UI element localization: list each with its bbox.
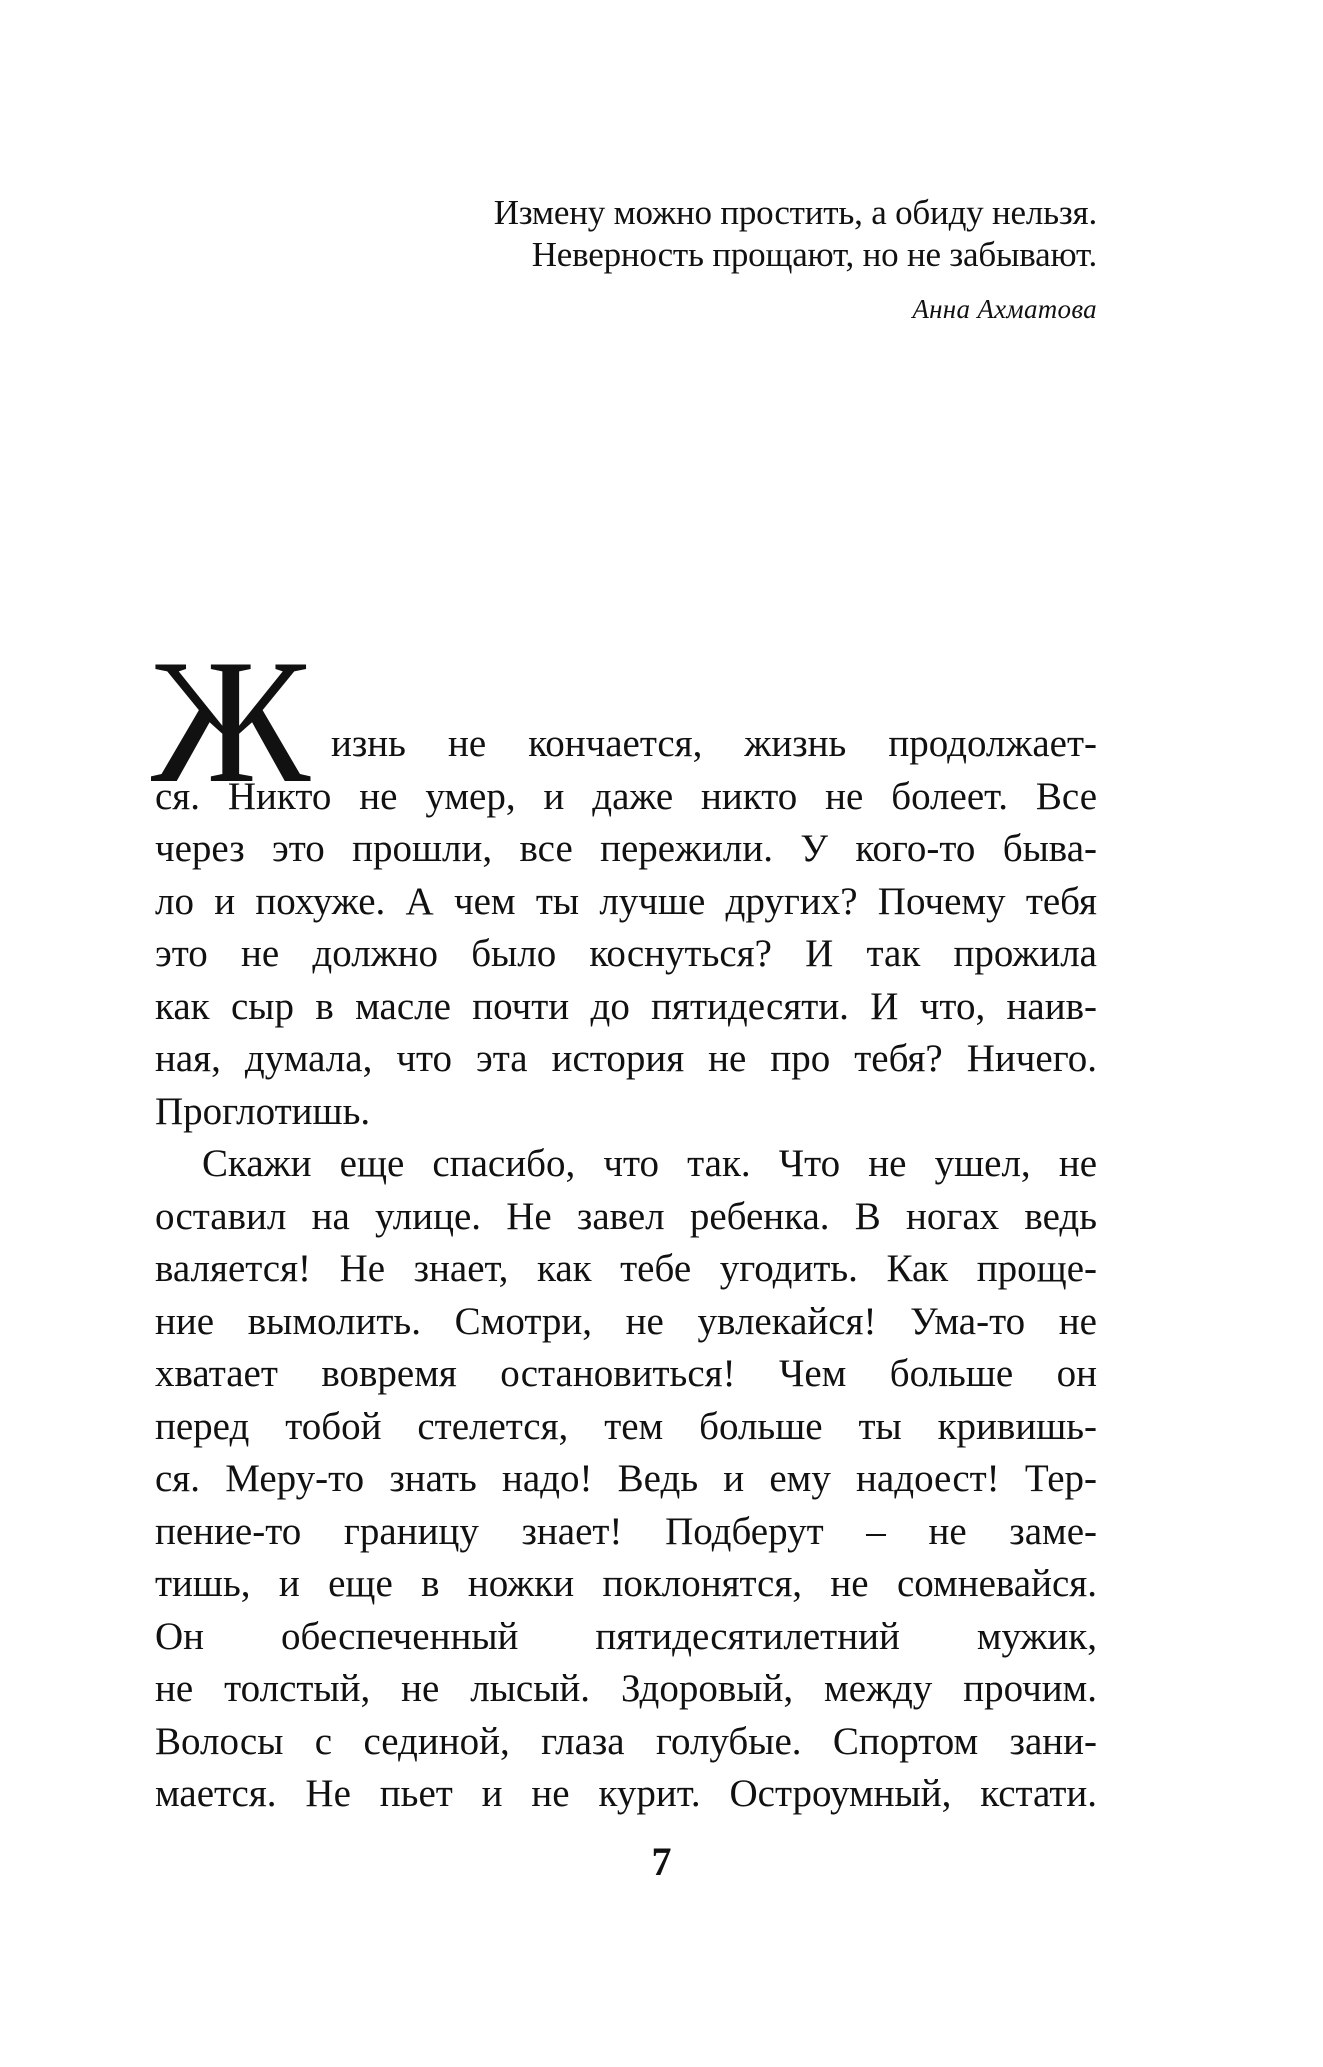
text-line: через это прошли, все пережили. У кого-то быва- (155, 827, 1097, 870)
text-line: Он обеспеченный пятидесятилетний мужик, (155, 1614, 1097, 1658)
text-line: ная, думала, что эта история не про тебя? Ничего. (155, 1037, 1097, 1080)
text-line: оставил на улице. Не завел ребенка. В ногах ведь (155, 1194, 1097, 1238)
text-line: ся. Меру-то знать надо! Ведь и ему надоест! Тер- (155, 1457, 1097, 1500)
text-line: хватает вовремя остановиться! Чем больше он (155, 1352, 1097, 1395)
epigraph-author: Анна Ахматова (912, 294, 1097, 324)
text-line: пение-то границу знает! Подберут – не заме- (155, 1509, 1097, 1553)
text-line: это не должно было коснуться? И так прожила (155, 932, 1097, 975)
text-line: изнь не кончается, жизнь продолжает- (331, 722, 1097, 765)
epigraph-line: Неверность прощают, но не забывают. (531, 235, 1097, 274)
chapter-text (151, 622, 1097, 1821)
text-line: ние вымолить. Смотри, не увлекайся! Ума-то не (155, 1299, 1097, 1343)
text-line: Волосы с сединой, глаза голубые. Спортом зани- (155, 1719, 1097, 1763)
epigraph (380, 192, 1097, 326)
text-line: ло и похуже. А чем ты лучше других? Почему тебя (155, 879, 1097, 923)
epigraph-line: Измену можно простить, а обиду нельзя. (493, 193, 1097, 232)
page-number: 7 (651, 1839, 672, 1884)
text-line: Проглотишь. (155, 1089, 371, 1133)
text-line: тишь, и еще в ножки поклонятся, не сомневайся. (155, 1562, 1097, 1605)
text-line: мается. Не пьет и не курит. Остроумный, кстати. (155, 1772, 1097, 1815)
text-line: как сыр в масле почти до пятидесяти. И что, наив- (155, 984, 1097, 1028)
text-line: перед тобой стелется, тем больше ты кривишь- (155, 1404, 1097, 1448)
text-line: Скажи еще спасибо, что так. Что не ушел, не (202, 1142, 1097, 1185)
text-line: валяется! Не знает, как тебе угодить. Как проще- (155, 1247, 1097, 1290)
drop-cap: Ж (151, 622, 311, 820)
text-line: ся. Никто не умер, и даже никто не болеет. Все (155, 774, 1097, 818)
text-line: не толстый, не лысый. Здоровый, между прочим. (155, 1667, 1097, 1710)
